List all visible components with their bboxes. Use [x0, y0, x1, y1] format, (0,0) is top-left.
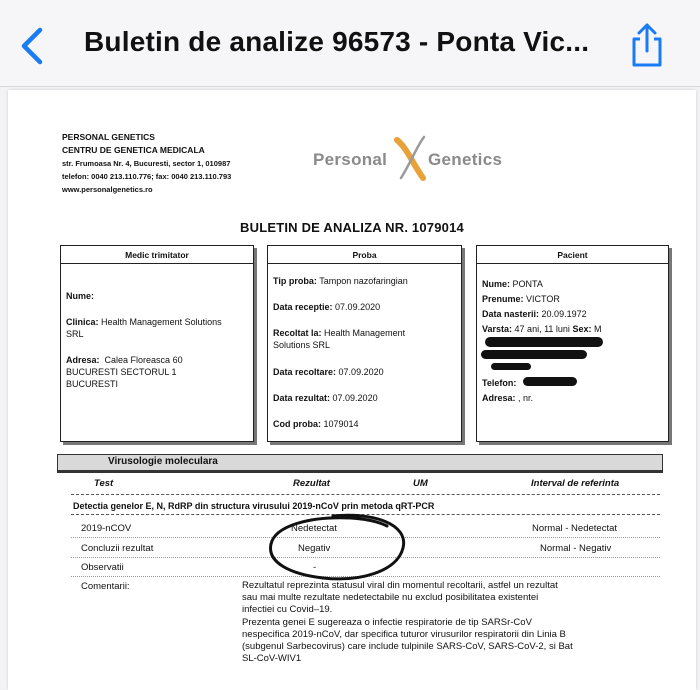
header-divider [71, 494, 660, 495]
redaction-mark [491, 363, 531, 370]
share-icon[interactable] [628, 22, 666, 68]
table-row-label: Comentarii: [81, 581, 130, 592]
chevron-left-icon[interactable] [18, 26, 46, 66]
doctor-name-field: Nume: [66, 291, 95, 301]
box-header: Pacient [557, 250, 588, 260]
logo-text-right: Genetics [428, 150, 503, 169]
result-date-field: Data rezultat: 07.09.2020 [273, 393, 378, 403]
document-title: Buletin de analize 96573 - Ponta Vic... [84, 26, 590, 57]
box-header: Proba [352, 250, 377, 260]
birth-date-field: Data nasterii: 20.09.1972 [482, 309, 587, 319]
comment-line: SL-CoV-WIV1 [242, 653, 302, 665]
reception-date-field: Data receptie: 07.09.2020 [273, 302, 381, 312]
table-row-label: Concluzii rezultat [81, 543, 154, 554]
patient-box [476, 245, 669, 442]
box-header: Medic trimitator [125, 250, 189, 260]
redaction-mark [523, 377, 577, 386]
column-header-reference: Interval de referinta [531, 478, 620, 489]
table-row-label: 2019-nCOV [81, 523, 132, 534]
table-row-reference: Normal - Negativ [540, 543, 612, 554]
column-header-unit: UM [413, 478, 428, 489]
table-row-result: - [313, 562, 317, 573]
logo-x-mark-icon [393, 134, 429, 182]
sample-box [267, 245, 462, 442]
comment-line: Rezultatul reprezinta statusul viral din momentul recoltarii, astfel un rezultat [242, 580, 558, 591]
patient-name-field: Nume: PONTA [482, 279, 543, 289]
comment-line: nespecifica 2019-nCoV, dar specifica tuturor virusurilor respiratorii din Linia B [242, 628, 566, 640]
row-divider [71, 557, 660, 558]
comment-line: infectiei cu Covid–19. [242, 604, 333, 616]
comment-line: sau mai multe rezultate nedetectabile nu exclud posibilitatea existentei [242, 592, 539, 604]
divider [477, 263, 668, 264]
table-row-result: Nedetectat [291, 523, 337, 534]
hand-drawn-circle-annotation [263, 510, 413, 585]
section-title: Virusologie moleculara [108, 456, 218, 467]
method-divider [71, 514, 660, 515]
phone-field: Telefon: [482, 378, 517, 388]
personal-genetics-logo [311, 132, 511, 182]
table-row-reference: Normal - Nedetectat [532, 523, 618, 534]
patient-firstname-field: Prenume: VICTOR [482, 294, 560, 304]
report-title: BULETIN DE ANALIZA NR. 1079014 [240, 220, 464, 235]
referring-doctor-box [60, 245, 254, 442]
lab-phone: telefon: 0040 213.110.776; fax: 0040 213.110.793 [62, 172, 232, 181]
sample-type-field: Tip proba: Tampon nazofaringian [273, 276, 408, 286]
method-description: Detectia genelor E, N, RdRP din structura virusului 2019-nCoV prin metoda qRT-PCR [73, 501, 435, 511]
table-row-result: Negativ [298, 543, 331, 554]
table-row-label: Observatii [81, 562, 124, 573]
comment-line: (subgenul Sarbecovirus) care include tulpinile SARS-CoV, SARS-CoV-2, si Bat [242, 641, 573, 653]
comment-line: Prezenta genei E sugereaza o infectie respiratorie de tip SARSr-CoV [242, 616, 532, 628]
doctor-address-field: Adresa: Calea Floreasca 60 BUCURESTI SECTORUL 1 BUCURESTI [66, 355, 183, 389]
comment-text [242, 580, 642, 665]
logo-text-left: Personal [313, 150, 388, 169]
collection-date-field: Data recoltare: 07.09.2020 [273, 367, 384, 377]
lab-header [62, 131, 231, 196]
divider [268, 263, 461, 264]
row-divider [71, 537, 660, 538]
redaction-mark [481, 350, 587, 359]
redaction-mark [485, 337, 603, 347]
age-sex-field: Varsta: 47 ani, 11 luni Sex: M [482, 324, 602, 334]
row-divider [71, 576, 660, 577]
divider [61, 263, 253, 264]
section-header-bar [57, 454, 663, 473]
clinic-field: Clinica: Health Management Solutions SRL [66, 317, 222, 339]
collected-at-field: Recoltat la: Health Management Solutions SRL [273, 328, 406, 350]
sample-code-field: Cod proba: 1079014 [273, 419, 359, 429]
lab-name: PERSONAL GENETICS [62, 132, 155, 142]
column-header-result: Rezultat [293, 478, 330, 489]
navigation-bar [0, 0, 700, 87]
lab-subtitle: CENTRU DE GENETICA MEDICALA [62, 145, 205, 155]
document-page [8, 90, 696, 690]
lab-website: www.personalgenetics.ro [62, 185, 153, 194]
patient-address-field: Adresa: , nr. [482, 393, 534, 403]
column-header-test: Test [94, 478, 114, 489]
lab-address: str. Frumoasa Nr. 4, Bucuresti, sector 1, 010987 [62, 159, 231, 168]
